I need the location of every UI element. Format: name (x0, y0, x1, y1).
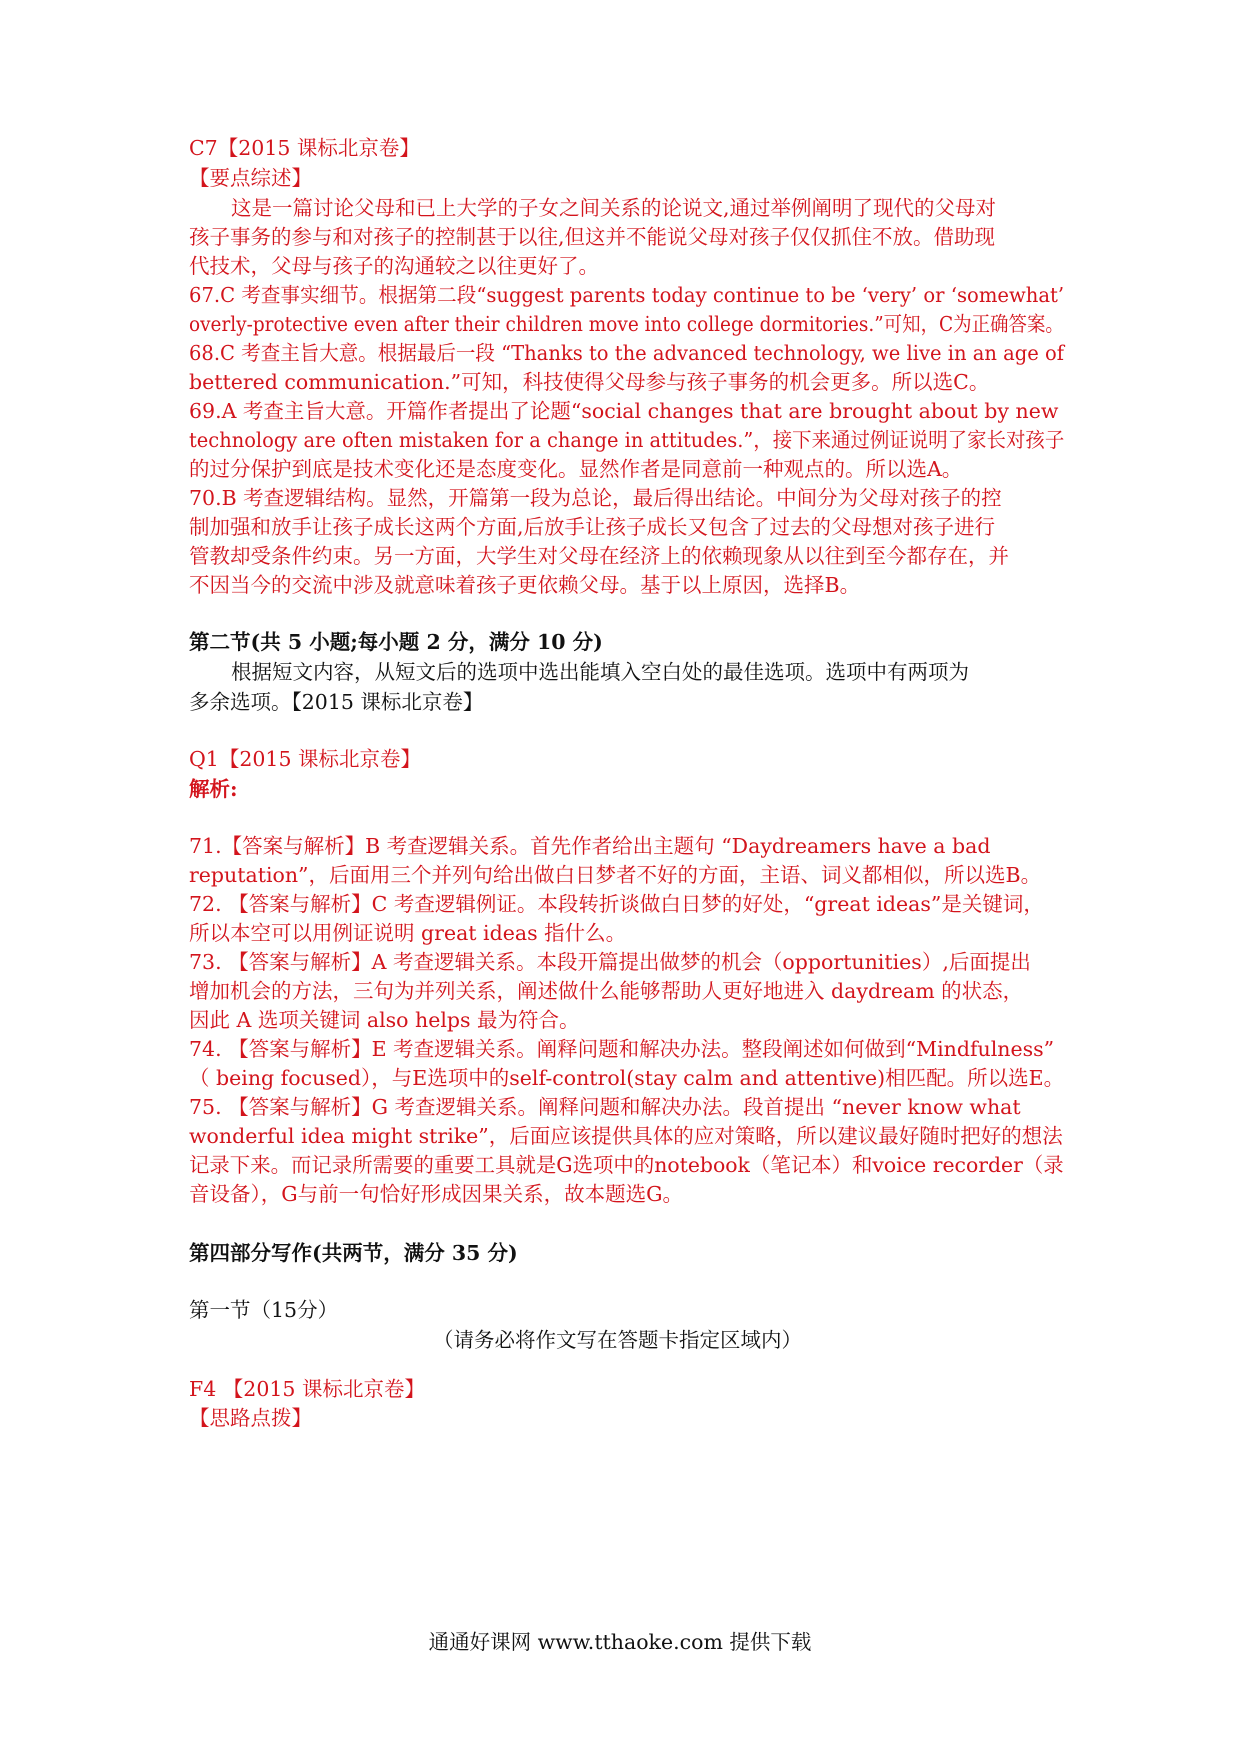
c7-answer-line: 制加强和放手让孩子成长这两个方面,后放手让孩子成长又包含了过去的父母想对孩子进行 (189, 515, 996, 539)
q1-answer-line: 记录下来。而记录所需要的重要工具就是G选项中的notebook（笔记本）和voice recorder（录 (189, 1153, 1064, 1177)
c7-answer-line: overly-protective even after their children move into college dormitories.”可知，C为正确答案。 (189, 312, 1064, 336)
c7-heading: C7【2015 课标北京卷】 (189, 136, 420, 160)
c7-answer-line: technology are often mistaken for a change in attitudes.”，接下来通过例证说明了家长对孩子 (189, 428, 1065, 452)
section2-instruction-line: 多余选项。【2015 课标北京卷】 (189, 690, 484, 714)
c7-summary-line: 孩子事务的参与和对孩子的控制甚于以往,但这并不能说父母对孩子仅仅抓住不放。借助现 (189, 225, 996, 249)
c7-answer-line: bettered communication.”可知，科技使得父母参与孩子事务的机会更多。所以选C。 (189, 370, 990, 394)
q1-analysis-label: 解析: (189, 777, 238, 801)
c7-summary-label: 【要点综述】 (189, 166, 312, 190)
c7-summary-line: 代技术，父母与孩子的沟通较之以往更好了。 (189, 254, 599, 278)
q1-answer-line: wonderful idea might strike”，后面应该提供具体的应对策略，所以建议最好随时把好的想法 (189, 1124, 1063, 1148)
q1-answer-line: 因此 A 选项关键词 also helps 最为符合。 (189, 1008, 580, 1032)
f4-label: 【思路点拨】 (189, 1406, 312, 1430)
section2-instruction-line: 根据短文内容，从短文后的选项中选出能填入空白处的最佳选项。选项中有两项为 (231, 660, 969, 684)
q1-answer-line: （ being focused），与E选项中的self-control(stay calm and attentive)相匹配。所以选E。 (189, 1066, 1065, 1090)
f4-heading: F4 【2015 课标北京卷】 (189, 1377, 425, 1401)
part4-section1: 第一节（15分） (189, 1298, 339, 1322)
q1-answer-line: 73. 【答案与解析】A 考查逻辑关系。本段开篇提出做梦的机会（opportunities）,后面提出 (189, 950, 1031, 974)
q1-answer-line: 增加机会的方法，三句为并列关系，阐述做什么能够帮助人更好地进入 daydream 的状态， (189, 979, 1024, 1003)
c7-answer-line: 的过分保护到底是技术变化还是态度变化。显然作者是同意前一种观点的。所以选A。 (189, 457, 963, 481)
c7-answer-line: 不因当今的交流中涉及就意味着孩子更依赖父母。基于以上原因，选择B。 (189, 573, 861, 597)
c7-answer-line: 67.C 考查事实细节。根据第二段“suggest parents today continue to be ‘very’ or ‘somewhat’ (189, 283, 1065, 307)
c7-answer-line: 69.A 考查主旨大意。开篇作者提出了论题“social changes that are brought about by new (189, 399, 1059, 423)
section2-heading: 第二节(共 5 小题;每小题 2 分，满分 10 分) (189, 630, 603, 654)
q1-answer-line: 所以本空可以用例证说明 great ideas 指什么。 (189, 921, 627, 945)
q1-heading: Q1【2015 课标北京卷】 (189, 747, 422, 771)
part4-note: （请务必将作文写在答题卡指定区域内） (433, 1328, 802, 1352)
c7-summary-line: 这是一篇讨论父母和已上大学的子女之间关系的论说文,通过举例阐明了现代的父母对 (231, 196, 997, 220)
part4-heading: 第四部分写作(共两节，满分 35 分) (189, 1241, 518, 1265)
c7-answer-line: 68.C 考查主旨大意。根据最后一段 “Thanks to the advanced technology, we live in an age of (189, 341, 1065, 365)
q1-answer-line: 71.【答案与解析】B 考查逻辑关系。首先作者给出主题句 “Daydreamers have a bad (189, 834, 991, 858)
c7-answer-line: 管教却受条件约束。另一方面，大学生对父母在经济上的依赖现象从以往到至今都存在，并 (189, 544, 1009, 568)
q1-answer-line: 74. 【答案与解析】E 考查逻辑关系。阐释问题和解决办法。整段阐述如何做到“Mindfulness” (189, 1037, 1055, 1061)
q1-answer-line: 音设备），G与前一句恰好形成因果关系，故本题选G。 (189, 1182, 684, 1206)
page-footer: 通通好课网 www.tthaoke.com 提供下载 (428, 1630, 812, 1654)
q1-answer-line: 72. 【答案与解析】C 考查逻辑例证。本段转折谈做白日梦的好处，“great ideas”是关键词， (189, 892, 1044, 916)
c7-answer-line: 70.B 考查逻辑结构。显然，开篇第一段为总论，最后得出结论。中间分为父母对孩子的控 (189, 486, 1002, 510)
q1-answer-line: reputation”，后面用三个并列句给出做白日梦者不好的方面，主语、词义都相似，所以选B。 (189, 863, 1042, 887)
q1-answer-line: 75. 【答案与解析】G 考查逻辑关系。阐释问题和解决办法。段首提出 “never know what (189, 1095, 1021, 1119)
